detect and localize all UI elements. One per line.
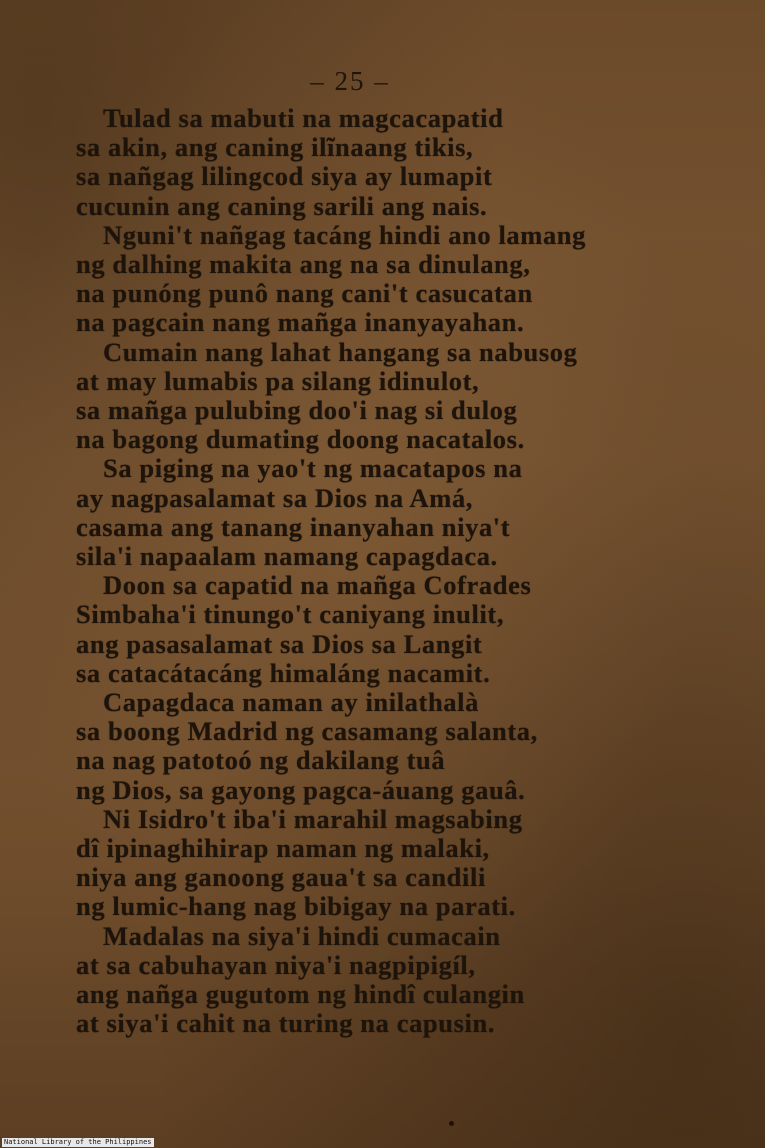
page-number: – 25 – (310, 66, 390, 96)
poem-line: Tulad sa mabuti na magcacapatid (103, 103, 504, 133)
poem-line: dî ipinaghihirap naman ng malaki, (76, 833, 490, 863)
poem-line: Ni Isidro't iba'i marahil magsabing (103, 804, 523, 834)
poem-line: na nag patotoó ng dakilang tuâ (76, 745, 446, 775)
poem-line: Madalas na siya'i hindi cumacain (103, 921, 501, 951)
poem-line: ay nagpasalamat sa Dios na Amá, (76, 483, 474, 513)
poem-line: sa nañgag lilingcod siya ay lumapit (76, 161, 493, 191)
poem-line: sa akin, ang caning ilĩnaang tikis, (76, 132, 474, 162)
poem-line: casama ang tanang inanyahan niya't (76, 512, 511, 542)
poem-line: na punóng punô nang cani't casucatan (76, 278, 533, 308)
poem-line: at siya'i cahit na turing na capusin. (76, 1008, 496, 1038)
poem-line: ng Dios, sa gayong pagca-áuang gauâ. (76, 775, 526, 805)
poem-line: Doon sa capatid na mañga Cofrades (103, 570, 532, 600)
poem-line: Cumain nang lahat hangang sa nabusog (103, 337, 578, 367)
poem-line: sa boong Madrid ng casamang salanta, (76, 716, 538, 746)
poem-line: sila'i napaalam namang capagdaca. (76, 541, 498, 571)
poem-line: sa catacátacáng himaláng nacamit. (76, 658, 491, 688)
poem-line: Nguni't nañgag tacáng hindi ano lamang (103, 220, 586, 250)
poem-line: Capagdaca naman ay inilathalà (103, 687, 479, 717)
poem-line: niya ang ganoong gaua't sa candili (76, 862, 486, 892)
poem-line: Simbaha'i tinungo't caniyang inulit, (76, 599, 505, 629)
ink-speck (449, 1121, 454, 1126)
library-credit: National Library of the Philippines (4, 1138, 152, 1146)
poem-line: ang nañga gugutom ng hindî culangin (76, 979, 525, 1009)
poem-line: sa mañga pulubing doo'i nag si dulog (76, 395, 518, 425)
poem-line: na bagong dumating doong nacatalos. (76, 424, 525, 454)
poem-line: Sa piging na yao't ng macatapos na (103, 453, 523, 483)
poem-line: at sa cabuhayan niya'i nagpipigíl, (76, 950, 476, 980)
poem-line: ng dalhing makita ang na sa dinulang, (76, 249, 531, 279)
poem-line: ang pasasalamat sa Dios sa Langit (76, 629, 483, 659)
poem-line: ng lumic-hang nag bibigay na parati. (76, 891, 516, 921)
poem-line: at may lumabis pa silang idinulot, (76, 366, 480, 396)
poem-line: cucunin ang caning sarili ang nais. (76, 191, 488, 221)
poem-line: na pagcain nang mañga inanyayahan. (76, 307, 525, 337)
